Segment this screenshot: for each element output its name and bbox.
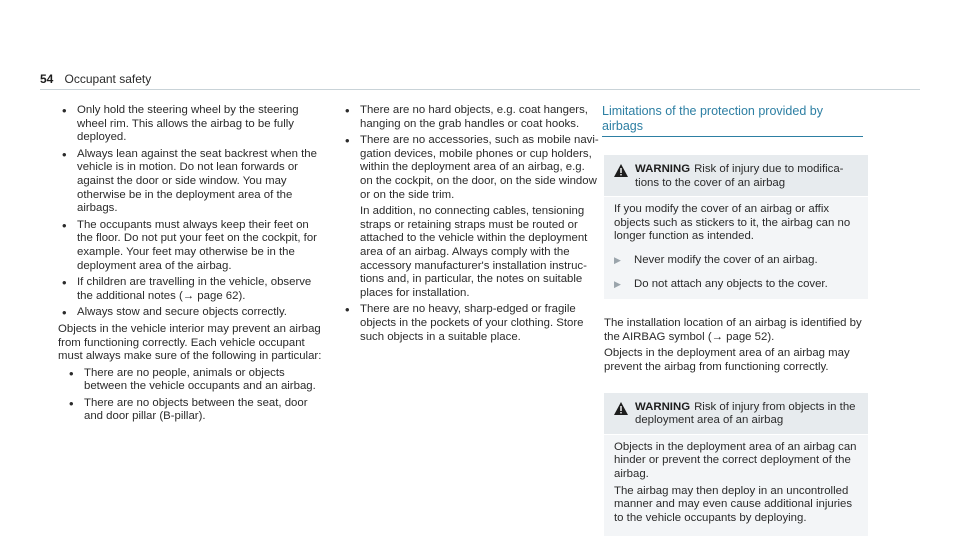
list-item: • Always stow and secure objects correctly. [62,306,322,320]
action-item: ▶ Never modify the cover of an airbag. [614,254,858,268]
list-item: • If children are travelling in the vehicle, observe the additional notes (→ page 62). [62,276,322,303]
warning-body-text: If you modify the cover of an airbag or affix objects such as stickers to it, the airbag can no longer function as intended. [614,203,851,243]
objects-sub-list [62,367,322,424]
warning-text: Risk of injury due to modifications to the cover of an airbag [635,163,844,189]
warning-box-objects [604,393,868,536]
warning-text: Risk of injury from objects in the deployment area of an airbag [635,400,856,427]
warning-body-text: The airbag may then deploy in an uncontrolled manner and may even cause additional injuries to the vehicle occupants by deploying. [614,484,853,524]
column-right [602,104,868,536]
column-left [58,104,322,427]
warning-title [635,163,858,190]
warning-triangle-icon [614,164,628,177]
warning-body [604,196,868,299]
section-name: Occupant safety [64,72,152,86]
warning-title [635,401,858,428]
warning-label: WARNING [635,400,691,413]
list-item: • There are no people, animals or objects between the vehicle occupants and an airbag. [69,367,322,394]
list-item: • There are no heavy, sharp-edged or fragile objects in the pockets of your clothing. Store such objects in a suitable place. [345,303,600,344]
page-header [40,73,151,89]
warning-triangle-icon [614,402,628,415]
warning-body-text: Objects in the deployment area of an airbag can hinder or prevent the correct deployment of the airbag. [614,440,857,480]
deployment-paragraph: Objects in the deployment area of an airbag may prevent the airbag from functioning correctly. [604,347,850,373]
objects-paragraph: Objects in the vehicle interior may prevent an airbag from functioning correctly. Each vehicle occupant must always make sure of the following in particular: [58,322,322,363]
objects-bullet-list [345,104,600,344]
header-rule [40,89,920,90]
list-item: • There are no objects between the seat, door and door pillar (B-pillar). [69,397,322,424]
list-item-text: • There are no accessories, such as mobile navigation devices, mobile phones or cup holders, within the deployment area of an airbag, e.g. on the cockpit, on the door, on the side window or on the side trim. [360,134,599,201]
warning-box-modifications [604,155,868,299]
section-title: Limitations of the protection provided by airbags [602,104,863,137]
list-item: • The occupants must always keep their feet on the floor. Do not put your feet on the cockpit, for example. Your feet may otherwise be in the deployment area of the airbag. [62,219,322,273]
list-item [345,134,600,300]
warning-header [604,393,868,434]
page-number: 54 [40,72,54,86]
list-item: • There are no hard objects, e.g. coat hangers, hanging on the grab handles or coat hooks. [345,104,600,131]
warning-body [604,434,868,536]
installation-paragraph: The installation location of an airbag is identified by the AIRBAG symbol (→ page 52). [604,317,862,343]
warning-header [604,155,868,196]
warning-label: WARNING [635,163,691,175]
list-item-continuation: In addition, no connecting cables, tensioning straps or retaining straps must be routed or attached to the vehicle within the deployment area of an airbag. Always comply with the accessory manufacturer's installation instructions and, in particular, the notes on suitable places for installation. [360,205,588,299]
action-item: ▶ Do not attach any objects to the cover. [614,278,858,292]
list-item: • Only hold the steering wheel by the steering wheel rim. This allows the airbag to be fully deployed. [62,104,322,145]
safety-bullet-list [62,104,322,320]
column-middle [345,104,600,347]
list-item: • Always lean against the seat backrest when the vehicle is in motion. Do not lean forwards or against the door or side window. You may otherwise be in the deployment area of the airbags. [62,148,322,216]
